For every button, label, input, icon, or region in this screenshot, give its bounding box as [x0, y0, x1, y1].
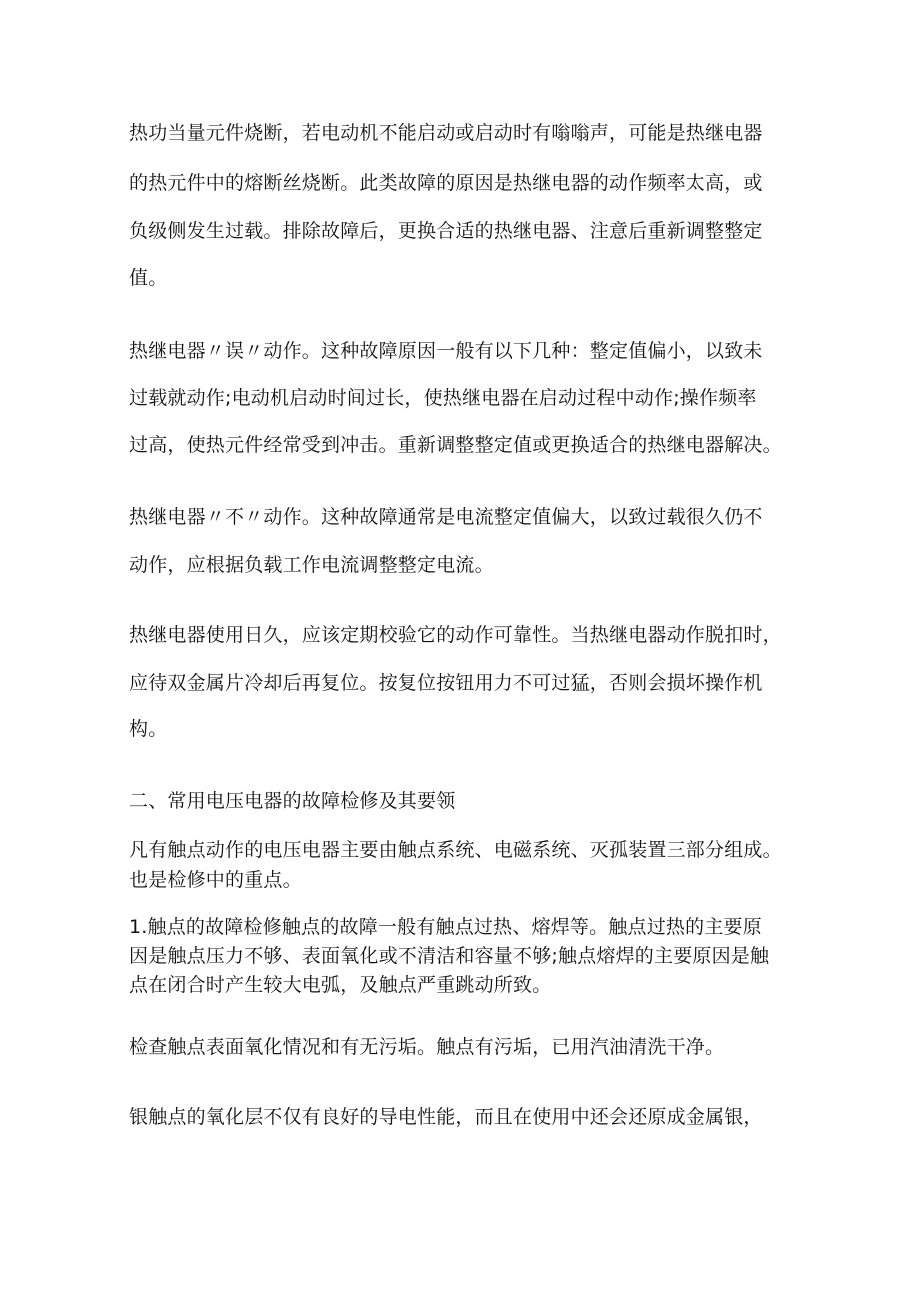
text-line: 的热元件中的熔断丝烧断。此类故障的原因是热继电器的动作频率太高，或 — [129, 172, 763, 194]
text-line: 过高，使热元件经常受到冲击。重新调整整定值或更换适合的热继电器解决。 — [129, 434, 782, 456]
text-line: 构。 — [129, 718, 168, 740]
text-line: 热继电器〃不〃动作。这种故障通常是电流整定值偏大，以致过载很久仍不 — [129, 506, 763, 528]
section-heading-text: 二、常用电压电器的故障检修及其要领 — [129, 790, 456, 812]
text-line: 银触点的氧化层不仅有良好的导电性能，而且在使用中还会还原成金属银， — [129, 1106, 763, 1128]
text-line: 1.触点的故障检修触点的故障一般有触点过热、熔焊等。触点过热的主要原 — [129, 916, 762, 938]
text-line: 过载就动作;电动机启动时间过长，使热继电器在启动过程中动作;操作频率 — [129, 387, 757, 409]
text-line: 也是检修中的重点。 — [129, 869, 302, 891]
text-line: 值。 — [129, 267, 168, 289]
text-line: 热继电器使用日久，应该定期校验它的动作可靠性。当热继电器动作脱扣时， — [129, 624, 782, 646]
text-line: 点在闭合时产生较大电弧，及触点严重跳动所致。 — [129, 974, 552, 996]
text-line: 检查触点表面氧化情况和有无污垢。触点有污垢，已用汽油清洗干净。 — [129, 1036, 725, 1058]
text-line: 因是触点压力不够、表面氧化或不清洁和容量不够;触点熔焊的主要原因是触 — [129, 945, 770, 967]
text-line: 负级侧发生过载。排除故障后，更换合适的热继电器、注意后重新调整整定 — [129, 220, 763, 242]
text-line: 应待双金属片冷却后再复位。按复位按钮用力不可过猛，否则会损坏操作机 — [129, 672, 763, 694]
text-line: 热功当量元件烧断，若电动机不能启动或启动时有嗡嗡声，可能是热继电器 — [129, 122, 763, 144]
text-line: 热继电器〃误〃动作。这种故障原因一般有以下几种：整定值偏小，以致未 — [129, 340, 763, 362]
text-line: 凡有触点动作的电压电器主要由触点系统、电磁系统、灭孤装置三部分组成。 — [129, 839, 782, 861]
text-line: 动作，应根据负载工作电流调整整定电流。 — [129, 554, 494, 576]
